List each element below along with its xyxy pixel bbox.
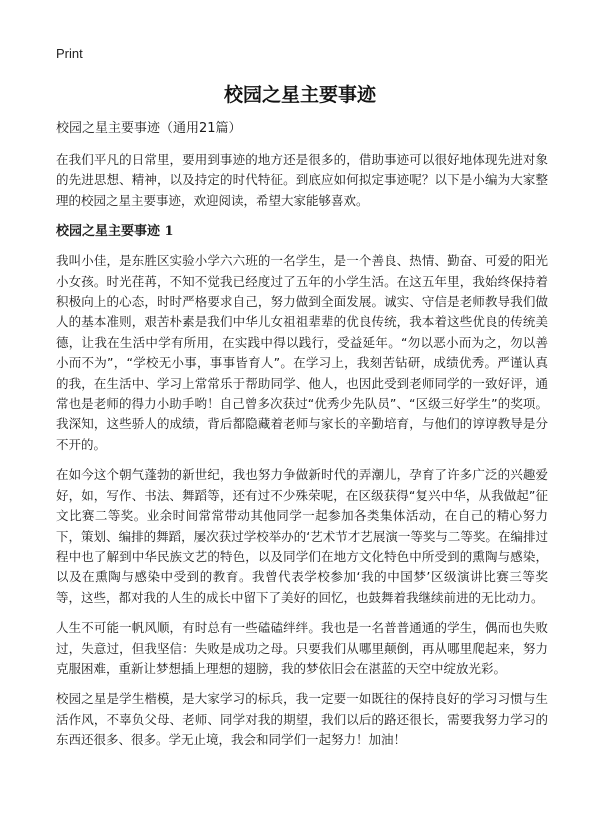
page-title: 校园之星主要事迹 — [223, 84, 376, 106]
document-subtitle: 校园之星主要事迹（通用21篇） — [56, 121, 242, 136]
section-heading: 校园之星主要事迹 1 — [56, 224, 174, 240]
intro-paragraph: 在我们平凡的日常里，要用到事迹的地方还是很多的，借助事迹可以很好地体现先进对象的先进思想、精神，以及持定的时代特征。到底应如何拟定事迹呢？以下是小编为大家整理的校园之星主要事迹，欢迎阅读，希望大家能够喜欢。 — [56, 152, 548, 208]
body-paragraph-4: 校园之星是学生楷模，是大家学习的标兵，我一定要一如既往的保持良好的学习习惯与生活作风，不辜负父母、老师、同学对我的期望，我们以后的路还很长，需要我努力学习的东西还很多、很多。学无止境，我会和同学们一起努力！加油！ — [56, 691, 548, 748]
body-paragraph-2: 在如今这个朝气蓬勃的新世纪，我也努力争做新时代的弄潮儿，孕育了许多广泛的兴趣爱好，如，写作、书法、舞蹈等，还有过不少殊荣呢，在区级获得“复兴中华，从我做起”征文比赛二等奖。业余时间常常带动其他同学一起参加各类集体活动，在自己的精心努力下，策划、编排的舞蹈，屡次获过学校举办的‘艺术节才艺展演一等奖与二等奖。在编排过程中也了解到中华民族文艺的特色，以及同学们在地方文化特色中所受到的熏陶与感染，以及在熏陶与感染中受到的教育。我曾代表学校参加‘我的中国梦’区级演讲比赛三等奖等，这些，都对我的人生的成长中留下了美好的回忆，也鼓舞着我继续前进的无比动力。 — [56, 467, 548, 605]
body-paragraph-3: 人生不可能一帆风顺，有时总有一些磕磕绊绊。我也是一名普普通通的学生，偶而也失败过，失意过，但我坚信：失败是成功之母。只要我们从哪里颠倒，再从哪里爬起来，努力克服困难，重新让梦想插上理想的翅膀，我的梦依旧会在湛蓝的天空中绽放光彩。 — [56, 620, 548, 676]
document-body — [56, 118, 548, 761]
body-paragraph-1: 我叫小佳，是东胜区实验小学六六班的一名学生，是一个善良、热情、勤奋、可爱的阳光小女孩。时光荏苒，不知不觉我已经度过了五年的小学生活。在这五年里，我始终保持着积极向上的心态，时时严格要求自己，努力做到全面发展。诚实、守信是老师教导我们做人的基本准则，艰苦朴素是我们中华儿女祖祖辈辈的优良传统，我本着这些优良的传统美德，让我在生活中学有所用，在实践中得以践行，受益延年。“勿以恶小而为之，勿以善小而不为”，“学校无小事，事事皆育人”。在学习上，我刻苦钻研，成绩优秀。严谨认真的我，在生活中、学习上常常乐于帮助同学、他人，也因此受到老师同学的一致好评，通常也是老师的得力小助手哟！自己曾多次获过“优秀少先队员”、“区级三好学生”的奖项。我深知，这些骄人的成绩，背后都隐藏着老师与家长的辛勤培育，与他们的谆谆教导是分不开的。 — [56, 253, 548, 452]
print-label: Print — [56, 46, 83, 61]
